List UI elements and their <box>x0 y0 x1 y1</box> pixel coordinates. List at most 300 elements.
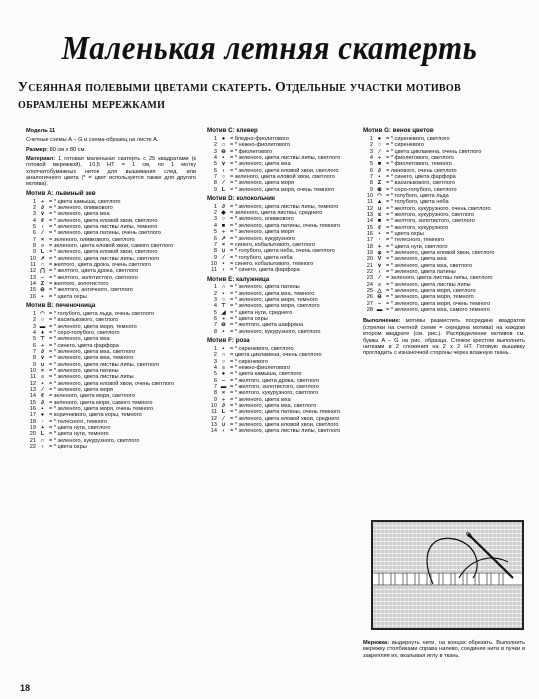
legend-number: 1 <box>213 203 217 210</box>
stitch-symbol-icon: – <box>221 377 226 384</box>
legend-number: 4 <box>213 303 217 310</box>
legend-number: 16 <box>29 293 36 300</box>
model-number: Модель 11 <box>26 128 56 134</box>
legend-color: = * желтого, кукурузного, очень светлого <box>386 205 491 212</box>
stitch-symbol-icon: ● <box>40 412 45 419</box>
stitch-symbol-icon: ◆ <box>221 210 226 217</box>
legend-number: 4 <box>213 222 217 229</box>
legend-number: 3 <box>213 148 217 155</box>
size-info: Размер: 80 см x 80 см. <box>26 146 86 153</box>
stitch-symbol-icon: ▪ <box>222 154 225 161</box>
legend-number: 15 <box>29 287 36 294</box>
legend-color: = * зеленого, цвета мха, светлого <box>386 262 473 269</box>
legend-number: 1 <box>32 198 36 205</box>
legend-number: 9 <box>32 361 36 368</box>
legend-color: = * зеленого, цвета мха, темного <box>230 290 315 297</box>
legend-number: 4 <box>369 154 373 161</box>
legend-number: 12 <box>29 268 36 275</box>
stitch-symbol-icon: ⁄ <box>223 254 224 261</box>
motif-e-title: Мотив E: калужница <box>207 275 270 283</box>
legend-number: 21 <box>366 262 373 269</box>
legend-number: 6 <box>213 377 217 384</box>
stitch-symbol-icon: – <box>40 274 45 281</box>
legend-number: 8 <box>213 180 217 187</box>
stitch-symbol-icon: × <box>40 368 45 375</box>
legend-color: = коричневого, цвета коры, темного <box>49 412 142 419</box>
legend-color: = * голубого, цвета неба <box>386 199 449 206</box>
legend-color: = * зеленого, цвета моря, темного <box>230 297 318 304</box>
legend-color: = * телесного, темного <box>386 237 445 244</box>
stitch-symbol-icon: ∩ <box>221 284 226 291</box>
legend-number: 18 <box>366 243 373 250</box>
legend-color: = * василькового, светлого <box>386 180 455 187</box>
legend-number: 14 <box>29 281 36 288</box>
stitch-symbol-icon: ÷ <box>221 229 226 236</box>
legend-number: 9 <box>213 254 217 261</box>
stitch-symbol-icon: ÷ <box>40 198 45 205</box>
legend-number: 1 <box>32 310 36 317</box>
legend-number: 11 <box>367 199 373 206</box>
legend-number: 13 <box>210 422 217 429</box>
legend-color: = * василькового, светлого <box>49 317 118 324</box>
stitch-symbol-icon: × <box>40 236 45 243</box>
legend-color: = * зеленого, цвета листвы липы <box>49 374 134 381</box>
legend-color: = зеленого, цвета еловой хвои, самого светлого <box>49 243 174 249</box>
legend-color: = желтого, цвета дрока, очень светлого <box>49 262 152 269</box>
legend-number: 24 <box>366 281 373 288</box>
stitch-symbol-icon: ⁄ <box>42 387 43 394</box>
legend-number: 13 <box>29 274 36 281</box>
legend-color: = * зеленого, цвета моря, очень темного <box>386 300 491 307</box>
legend-color: = * цвета охры <box>386 231 424 237</box>
motif-g-title: Мотив G: венок цветов <box>363 127 434 134</box>
legend-number: 9 <box>213 396 217 403</box>
legend-color: = * цвета охры <box>230 316 268 323</box>
legend-color: = * цвета нуги, среднего <box>230 309 293 316</box>
legend-number: 9 <box>32 249 36 256</box>
legend-color: = * зеленого, цвета патины, очень темного <box>230 409 341 416</box>
stitch-symbol-icon: φ <box>377 250 382 257</box>
legend-color: = * синего, цвета фарфора <box>49 342 119 349</box>
legend-number: 21 <box>29 437 36 444</box>
legend-number: 2 <box>32 317 36 324</box>
legend-color: = * цвета охры <box>49 293 87 300</box>
legend-color: = зеленого, цвета моря, самого темного <box>49 399 153 406</box>
legend-number: 2 <box>213 142 217 149</box>
stitch-symbol-icon: ∂ <box>378 167 381 174</box>
motif-d-title: Мотив D: колокольчик <box>207 194 275 202</box>
stitch-symbol-icon: ‹ <box>378 269 381 276</box>
legend-number: 2 <box>213 352 217 359</box>
stitch-symbol-icon: ⊖ <box>221 148 226 155</box>
stitch-symbol-icon: ≡ <box>40 243 45 249</box>
stitch-symbol-icon: ÷ <box>221 316 226 323</box>
stitch-symbol-icon: ⁄ <box>379 148 380 155</box>
legend-color: = линового, очень светлого <box>386 167 457 174</box>
legend-color: = * синего, цвета фарфора <box>230 267 300 274</box>
legend-color: = * сиреневого, светлого <box>230 346 294 352</box>
stitch-symbol-icon: ∩ <box>221 352 226 359</box>
stitch-symbol-icon: ∨ <box>40 211 45 218</box>
legend-number: 22 <box>29 444 36 451</box>
stitch-symbol-icon: ∂ <box>41 399 44 406</box>
legend-color: = * желтого, золотистого, светлого <box>386 218 475 225</box>
stitch-symbol-icon: + <box>377 243 382 250</box>
legend-number: 13 <box>29 387 36 394</box>
legend-color: = * зеленого, цвета патины <box>386 269 456 276</box>
legend-number: 5 <box>32 336 36 343</box>
legend-number: 12 <box>29 380 36 387</box>
legend-number: 2 <box>32 204 36 211</box>
stitch-symbol-icon: ∪ <box>377 205 382 212</box>
stitch-symbol-icon: ◢ <box>221 309 226 316</box>
legend-number: 8 <box>213 390 217 397</box>
column-3 <box>363 128 525 360</box>
stitch-symbol-icon: Z <box>377 180 382 187</box>
motif-f-title: Мотив F: роза <box>207 337 250 345</box>
stitch-symbol-icon: △ <box>377 288 382 295</box>
stitch-symbol-icon: ⊖ <box>377 294 382 301</box>
legend-number: 20 <box>29 431 36 438</box>
legend-color: = * зеленого, цвета листвы липы, светлого <box>49 255 160 262</box>
stitch-symbol-icon: ℓ <box>378 224 381 231</box>
stitch-symbol-icon: ∂ <box>222 203 225 210</box>
legend-color: = * зеленого, цвета моря, светлого <box>230 303 320 310</box>
stitch-symbol-icon: ∩ <box>40 437 45 444</box>
legend-number: 4 <box>213 365 217 372</box>
legend-number: 8 <box>369 180 373 187</box>
stitch-symbol-icon: ⊖ <box>40 287 45 294</box>
stitch-symbol-icon: ▪ <box>222 346 225 352</box>
legend-color: = * зеленого, цвета моря <box>230 229 294 236</box>
stitch-illustration <box>371 520 524 630</box>
stitch-symbol-icon: ÷ <box>221 396 226 403</box>
legend-color: = * зеленого, кукурузного, светлого <box>230 328 321 335</box>
legend-color: = * зеленого, цвета листвы липы, светлого <box>49 361 160 368</box>
legend-color: = желтого, золотистого <box>49 281 109 288</box>
legend-color: = зеленого, цвета моря, светлого <box>49 393 135 400</box>
legend-color: = * зеленого, оливкового <box>49 204 113 211</box>
legend-number: 7 <box>213 322 217 329</box>
legend-color: = * зеленого, цвета листвы липы, темного <box>230 203 339 210</box>
stitch-symbol-icon: ≡ <box>377 281 382 288</box>
legend-color: = * сиреневого <box>386 142 424 149</box>
stitch-symbol-icon: ● <box>377 135 382 142</box>
legend-number: 3 <box>32 323 36 330</box>
legend-number: 6 <box>32 342 36 349</box>
legend-color: = синего, кобальтового, светлого <box>230 241 315 248</box>
stitch-symbol-icon: ○ <box>221 216 226 223</box>
legend-number: 9 <box>369 186 373 193</box>
legend-number: 3 <box>213 358 217 365</box>
stitch-symbol-icon: ↗ <box>40 255 45 262</box>
legend-color: = зеленого, цвета листвы, среднего <box>230 210 323 217</box>
stitch-symbol-icon: – <box>377 300 382 307</box>
stitch-symbol-icon: ▪ <box>41 406 44 413</box>
stitch-symbol-icon: ■ <box>221 222 226 229</box>
legend-number: 9 <box>213 186 217 193</box>
stitch-symbol-icon: ◠ <box>377 192 382 199</box>
legend-color: = * голубого, цвета неба <box>230 254 293 261</box>
motif-a-legend <box>26 199 196 301</box>
stitch-symbol-icon: ∨ <box>40 355 45 362</box>
legend-color: = * зеленого, цвета еловой хвои, светлого <box>230 167 339 174</box>
legend-number: 7 <box>32 236 36 243</box>
legend-number: 5 <box>369 161 373 168</box>
legend-color: = * зеленого, кукурузного, светлого <box>49 437 140 444</box>
column-1 <box>26 128 196 451</box>
stitch-symbol-icon: · <box>378 237 381 244</box>
needle-illustration-icon <box>373 522 522 628</box>
page-number: 18 <box>20 683 31 693</box>
legend-color: = * зеленого, цвета листвы липы, светлого <box>230 428 341 435</box>
legend-color: = * серо-голубого, светлого <box>386 186 457 193</box>
stitch-symbol-icon: ● <box>221 135 226 142</box>
legend-number: 7 <box>369 173 373 180</box>
legend-number: 10 <box>366 192 373 199</box>
legend-number: 2 <box>213 210 217 217</box>
legend-color: = * зеленого, цвета моря, очень темного <box>49 406 154 413</box>
stitch-symbol-icon: ∂ <box>41 204 44 211</box>
legend-color: = * зеленого, цвета моря, темного <box>49 323 137 330</box>
legend-number: 10 <box>29 255 36 262</box>
illustration-caption: Мережка: выдернуть нити, на концах обрезать. Выполнить мережку столбиками справа налево, соединяя нити в пучки и закрепляя их, вкалывая иглу в ткань. <box>363 640 525 659</box>
legend-number: 8 <box>32 355 36 362</box>
stitch-symbol-icon: ℓ <box>41 217 44 224</box>
stitch-symbol-icon: ⁄ <box>42 230 43 237</box>
page-subtitle: Усеянная полевыми цветами скатерть. Отдельные участки мотивов обрамлены мережками <box>18 79 461 111</box>
stitch-symbol-icon: ℓ <box>41 393 44 400</box>
legend-number: 4 <box>32 217 36 224</box>
legend-color: = * цвета камыша, светлого <box>230 371 302 378</box>
legend-number: 12 <box>210 415 217 422</box>
stitch-symbol-icon: ÷ <box>377 154 382 161</box>
legend-color: = * нежно-фиолетового <box>230 365 291 372</box>
stitch-symbol-icon: × <box>221 241 226 248</box>
legend-number: 12 <box>366 205 373 212</box>
legend-color: = * зеленого, цвета еловой хвои, очень светлого <box>49 380 175 387</box>
motif-c-legend <box>207 136 361 193</box>
legend-color: = * желтого, золотистого, светлого <box>49 274 138 281</box>
legend-color: = * синего, цвета фарфора <box>386 173 456 180</box>
legend-color: = * зеленого, цвета мха, самого темного <box>386 307 490 314</box>
legend-number: 6 <box>213 316 217 323</box>
legend-row <box>26 444 196 450</box>
legend-number: 6 <box>32 230 36 237</box>
legend-number: 8 <box>213 248 217 255</box>
legend-color: = * цвета цикламена, очень светлого <box>386 148 482 155</box>
legend-color: = зеленого, цвета еловой хвои, светлого <box>230 173 335 180</box>
legend-number: 16 <box>366 231 373 237</box>
legend-color: = зеленого, цвета листвы липы, светлого <box>386 275 493 282</box>
stitch-symbol-icon: ▲ <box>376 199 383 206</box>
legend-number: 7 <box>32 349 36 355</box>
legend-color: = * зеленого, цвета моря <box>49 387 113 394</box>
stitch-symbol-icon: ≡ <box>221 365 226 372</box>
legend-number: 5 <box>213 371 217 378</box>
stitch-symbol-icon: ‹ <box>222 167 225 174</box>
legend-color: = * голубого, цвета льда <box>386 192 449 199</box>
legend-number: 1 <box>369 135 373 142</box>
legend-number: 3 <box>213 216 217 223</box>
stitch-symbol-icon: ∩ <box>221 142 226 149</box>
stitch-symbol-icon: ÷ <box>40 342 45 349</box>
stitch-symbol-icon: ⊤ <box>221 303 226 310</box>
stitch-symbol-icon: ⁄ <box>223 180 224 187</box>
stitch-symbol-icon: ○ <box>221 173 226 180</box>
legend-color: = * нежно-фиолетового <box>230 142 291 149</box>
stitch-symbol-icon: ∨ <box>377 262 382 269</box>
stitch-symbol-icon: ∂ <box>41 349 44 355</box>
stitch-symbol-icon: ○ <box>40 317 45 324</box>
stitch-symbol-icon: ‹ <box>222 267 225 274</box>
legend-color: = * зеленого, цвета патины, очень темного <box>230 222 341 229</box>
legend-color: = * фиолетового, светлого <box>386 154 454 161</box>
legend-color: = * телесного, темного <box>49 418 108 425</box>
stitch-symbol-icon: • <box>41 380 44 387</box>
legend-color: = * фиолетового <box>230 148 273 155</box>
legend-number: 11 <box>211 409 217 416</box>
legend-color: = * желтого, золотистого, светлого <box>230 384 319 391</box>
legend-number: 17 <box>29 412 36 419</box>
legend-number: 22 <box>366 269 373 276</box>
legend-number: 10 <box>29 368 36 375</box>
stitch-symbol-icon: · <box>41 418 44 425</box>
legend-number: 14 <box>29 393 36 400</box>
stitch-symbol-icon: × <box>221 390 226 397</box>
legend-color: = * зеленого, оливкового <box>230 216 294 223</box>
stitch-symbol-icon: ▪ <box>41 293 44 300</box>
legend-color: = * зеленого, цвета мха, светлого <box>230 403 317 410</box>
legend-number: 6 <box>213 235 217 242</box>
stitch-symbol-icon: ‹ <box>41 444 44 451</box>
legend-color: = * зеленого, цвета еловой хвои, среднего <box>230 415 340 422</box>
stitch-symbol-icon: ⋂ <box>40 268 45 275</box>
legend-number: 2 <box>369 142 373 149</box>
stitch-symbol-icon: ▬ <box>376 307 383 314</box>
legend-number: 27 <box>366 300 373 307</box>
legend-color: = * желтого, цвета шафрана <box>230 322 304 329</box>
legend-number: 26 <box>366 294 373 301</box>
motif-e-legend <box>207 284 361 335</box>
stitch-symbol-icon: L <box>221 186 226 193</box>
legend-color: = * цвета нуги, темного <box>49 431 109 438</box>
legend-number: 5 <box>213 309 217 316</box>
legend-color: = цвета цикламена, очень светлого <box>230 352 322 359</box>
legend-number: 1 <box>213 284 217 291</box>
legend-color: = * зеленого, цвета моря <box>230 180 294 187</box>
schemes-note: Счетные схемы А – G и схема-образец на листе А. <box>26 137 159 144</box>
legend-number: 7 <box>213 241 217 248</box>
legend-number: 14 <box>210 428 217 435</box>
stitch-symbol-icon: L <box>221 409 226 416</box>
legend-number: 8 <box>213 328 217 335</box>
legend-number: 25 <box>366 288 373 295</box>
legend-color: = * цвета камыша, светлого <box>49 198 121 205</box>
stitch-symbol-icon: Z <box>40 281 45 288</box>
legend-color: = * зеленого, цвета мха <box>49 211 110 218</box>
legend-number: 17 <box>366 237 373 244</box>
legend-color: = * зеленого, цвета патины <box>49 368 119 375</box>
stitch-symbol-icon: ∨ <box>221 161 226 168</box>
legend-color: = * желтого, цвета дрока, светлого <box>230 377 320 384</box>
legend-row <box>26 294 196 300</box>
legend-color: = * желтого, цвета дрока, светлого <box>49 268 139 275</box>
legend-color: = * сиреневого, светлого <box>386 135 450 142</box>
legend-color: = * желтого, кукурузного, светлого <box>386 211 475 218</box>
legend-number: 3 <box>369 148 373 155</box>
legend-color: = * голубого, цвета льда, очень светлого <box>49 310 155 317</box>
legend-number: 11 <box>30 374 36 381</box>
instructions: Выполнение: мотивы разместить посредине квадратов (стрелки на счетной схеме = середина мотива) на каждом втором квадрате (см. рис.). Распределение мотивов см. буквы A – G на рис. образца. Стежок крестом выполнить нитками в 2 сложения на 2 x 2 НТ. Готовую вышивку прогладить с изнаночной стороны через влажную ткань. <box>363 318 525 357</box>
stitch-symbol-icon: ▪ <box>222 290 225 297</box>
legend-number: 2 <box>213 290 217 297</box>
motif-b-legend <box>26 311 196 451</box>
stitch-symbol-icon: • <box>222 328 225 335</box>
legend-color: = * фиолетового, темного <box>386 161 452 168</box>
legend-row <box>207 187 361 193</box>
legend-color: = * зеленого, цвета мха, темного <box>49 355 134 362</box>
legend-number: 1 <box>213 346 217 352</box>
legend-number: 7 <box>213 173 217 180</box>
stitch-symbol-icon: ↗ <box>221 235 226 242</box>
legend-number: 14 <box>366 218 373 225</box>
stitch-symbol-icon: • <box>222 260 225 267</box>
legend-row <box>363 307 525 313</box>
legend-color: = * зеленого, цвета мха, светлого <box>49 349 136 355</box>
legend-color: = * зеленого, цвета моря, темного <box>386 294 474 301</box>
legend-number: 15 <box>29 399 36 406</box>
legend-color: = * желтого, античного, светлого <box>49 287 133 294</box>
legend-number: 19 <box>29 425 36 432</box>
column-2 <box>207 128 361 435</box>
stitch-symbol-icon: ≤ <box>377 211 382 218</box>
stitch-symbol-icon: ▬ <box>220 384 227 391</box>
legend-number: 13 <box>366 211 373 218</box>
motif-d-legend <box>207 204 361 274</box>
legend-number: 10 <box>210 260 217 267</box>
stitch-symbol-icon: ∪ <box>40 361 45 368</box>
stitch-symbol-icon: L <box>40 249 45 256</box>
legend-color: = * зеленого, цвета еловой хвои, светлого <box>230 422 339 429</box>
motif-b-title: Мотив B: печеночница <box>26 302 96 310</box>
legend-number: 5 <box>32 223 36 230</box>
stitch-symbol-icon: ⊖ <box>221 322 226 329</box>
legend-color: = * зеленого, цвета моря, очень темного <box>230 186 335 193</box>
stitch-symbol-icon: ‹ <box>41 223 44 230</box>
legend-color: = * зеленого, цвета мха <box>230 396 291 403</box>
legend-color: = * цвета нуги, светлого <box>386 243 448 250</box>
stitch-symbol-icon: ● <box>221 371 226 378</box>
stitch-symbol-icon: ○ <box>377 142 382 149</box>
legend-color: = синего, кобальтового, темного <box>230 260 314 267</box>
stitch-symbol-icon: ∪ <box>221 422 226 429</box>
legend-number: 7 <box>213 384 217 391</box>
stitch-symbol-icon: + <box>40 425 45 432</box>
stitch-symbol-icon: ⊕ <box>377 186 382 193</box>
stitch-symbol-icon: ◠ <box>40 310 45 317</box>
legend-number: 10 <box>210 403 217 410</box>
stitch-symbol-icon: ⁄ <box>223 415 224 422</box>
legend-color: = * зеленого, кукурузного <box>230 235 295 242</box>
stitch-symbol-icon: V <box>377 256 382 263</box>
stitch-symbol-icon: L <box>40 431 45 438</box>
legend-number: 5 <box>213 161 217 168</box>
stitch-symbol-icon: ‹ <box>222 428 225 435</box>
legend-number: 6 <box>213 167 217 174</box>
stitch-symbol-icon: ▬ <box>39 323 46 330</box>
stitch-symbol-icon: ∂ <box>222 403 225 410</box>
